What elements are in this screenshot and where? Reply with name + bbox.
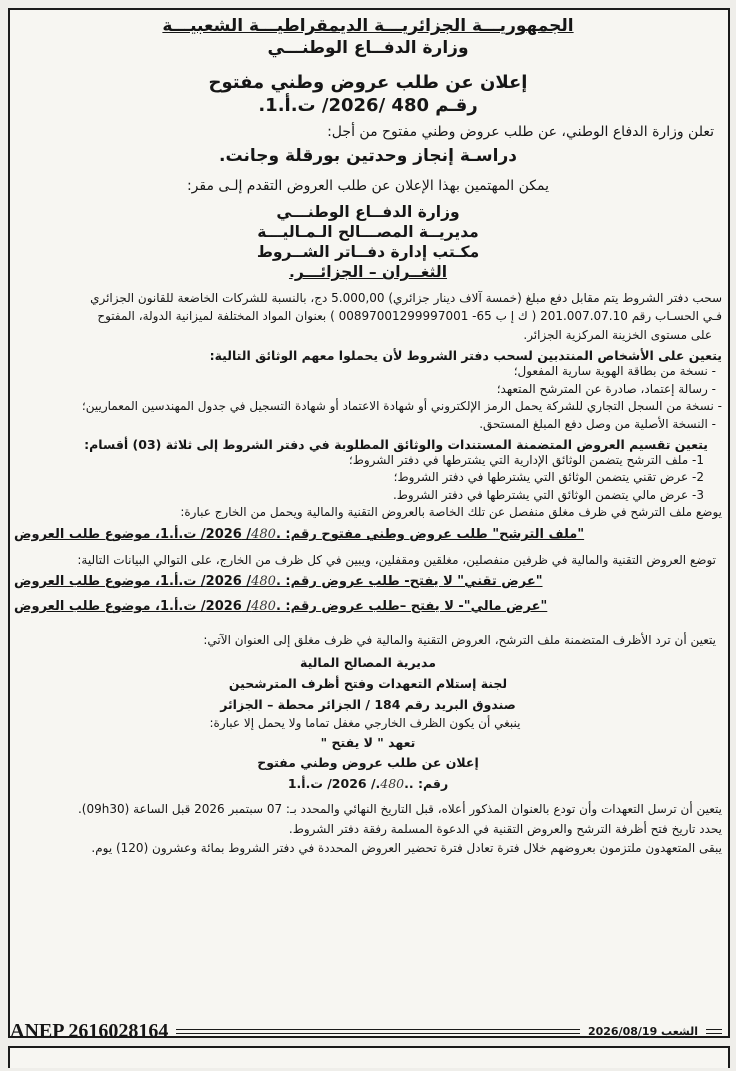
technical-label-text: "عرض تقني" لا يفتح- طلب عروض رقم: . xyxy=(275,573,543,589)
next-notice-frame xyxy=(8,1046,730,1068)
deadline-note: يتعين أن ترسل التعهدات وأن تودع بالعنوان المذكور أعلاه، قبل التاريخ النهائي والمحدد بـ: 07 سبتمبر 2026 قبل الساعة (09h30). xyxy=(77,802,722,817)
outer-envelope-text xyxy=(14,733,722,795)
withdrawal-address-line: وزارة الدفــاع الوطنـــي xyxy=(276,203,460,221)
candidacy-envelope-label xyxy=(14,527,692,542)
withdrawal-address xyxy=(14,202,722,283)
technical-label-end: / 2026/ ت.أ.1، موضوع طلب العروض xyxy=(14,573,252,589)
opening-note: يحدد تاريخ فتح أظرفة الترشح والعروض التقنية في الدعوة المسلمة رفقة دفتر الشروط. xyxy=(288,821,722,836)
documents-list xyxy=(14,363,722,433)
outer-number-prefix: رقم: .. xyxy=(404,775,449,791)
outer-envelope-number xyxy=(14,774,722,795)
republic-heading: الجمهوريـــة الجزائريـــة الديمقراطيـــة الشعبيـــة xyxy=(162,16,574,36)
submission-address-line: لجنة إستلام التعهدات وفتح أظرف المترشحين xyxy=(228,675,508,691)
announcement-title: إعلان عن طلب عروض وطني مفتوح xyxy=(208,72,528,93)
offers-list xyxy=(14,452,722,504)
submission-note: يتعين أن ترد الأظرف المتضمنة ملف الترشح، العروض التقنية والمالية في ظرف مغلق إلى العنوان الآتي: xyxy=(203,632,716,647)
footer-notes xyxy=(14,800,722,858)
announcement-lead: تعلن وزارة الدفاع الوطني، عن طلب عروض وطني مفتوح من أجل: xyxy=(327,124,714,140)
fee-line: على مستوى الخزينة المركزية الجزائر. xyxy=(523,327,712,342)
outer-number-suffix: ./ 2026/ ت.أ.1 xyxy=(287,775,381,791)
announcement-number: رقـم 480 /2026/ ت.أ.1. xyxy=(258,95,478,116)
financial-envelope-label xyxy=(14,599,692,614)
withdrawal-intro: يمكن المهتمين بهذا الإعلان عن طلب العروض التقدم إلـى مقر: xyxy=(186,178,550,194)
handwritten-number: 480 xyxy=(251,573,276,589)
offers-heading: يتعين تقسيم العروض المتضمنة المستندات والوثائق المطلوبة في دفتر الشروط إلى ثلاثة (03) أقسام: xyxy=(84,436,708,452)
handwritten-number: 480 xyxy=(251,527,276,543)
ministry-heading: وزارة الدفــاع الوطنـــي xyxy=(267,38,469,58)
withdrawal-address-line: مديريــة المصـــالح الـمـاليـــة xyxy=(257,223,479,242)
technical-envelope-label xyxy=(14,574,692,589)
list-item: - النسخة الأصلية من وصل دفع المبلغ المستحق. xyxy=(479,416,716,431)
tender-notice xyxy=(14,14,722,858)
signature-divider xyxy=(706,1029,722,1034)
list-item: - نسخة من السجل التجاري للشركة يحمل الرمز الإلكتروني أو شهادة الاعتماد أو شهادة التسجيل في جدول المهندسين المعماريين؛ xyxy=(81,399,722,414)
list-item: - رسالة إعتماد، صادرة عن المترشح المتعهد؛ xyxy=(496,381,716,396)
candidacy-note: يوضع ملف الترشح في ظرف مغلق منفصل عن تلك الخاصة بالعروض التقنية والمالية ويحمل من الخارج عبارة: xyxy=(180,505,722,520)
handwritten-number: 480 xyxy=(380,775,405,791)
anep-reference: ANEP 2616028164 xyxy=(10,1019,169,1042)
outer-envelope-line: تعهد " لا يفتح " xyxy=(320,734,416,750)
submission-address-line: مديرية المصالح المالية xyxy=(300,655,436,671)
withdrawal-address-line: مكـتب إدارة دفــاتر الشــروط xyxy=(256,243,480,262)
envelopes-note: توضع العروض التقنية والمالية في ظرفين منفصلين، مغلقين ومقفلين، ويبين في كل ظرف من الخارج، على التوالي البيانات التالية: xyxy=(77,553,716,568)
submission-address xyxy=(14,653,722,715)
candidacy-label-end: / 2026/ ت.أ.1، موضوع طلب العروض xyxy=(14,527,252,543)
tender-subject: دراسـة إنجاز وحدتين بورقلة وجانت. xyxy=(219,146,517,166)
candidacy-label-text: "ملف الترشح" طلب عروض وطني مفتوح رقم: . xyxy=(275,527,585,543)
outer-envelope-line: إعلان عن طلب عروض وطني مفتوح xyxy=(257,755,479,771)
publication-stamp: الشعب 2026/08/19 xyxy=(587,1024,698,1038)
signature-row xyxy=(10,1018,722,1044)
fee-line: سحب دفتر الشروط يتم مقابل دفع مبلغ (خمسة آلاف دينار جزائري) 5.000,00 دج، بالنسبة للشركات الخاضعة للقانون الجزائري xyxy=(90,290,722,305)
handwritten-number: 480 xyxy=(251,598,276,614)
list-item: - نسخة من بطاقة الهوية سارية المفعول؛ xyxy=(513,364,716,379)
withdrawal-address-line: الثغــران – الجزائـــر. xyxy=(288,263,448,282)
fee-line: فـي الحسـاب رقم 201.007.07.10 ( ك إ ب 65- 00897001299997001 ) بعنوان المواد المختلفة لميزانية الدولة، المفتوح xyxy=(97,309,722,324)
list-item: 1- ملف الترشح يتضمن الوثائق الإدارية التي يشترطها في دفتر الشروط؛ xyxy=(348,452,704,467)
financial-label-text: "عرض مالي"- لا يفتح –طلب عروض رقم: . xyxy=(275,598,548,614)
outer-envelope-note: ينبغي أن يكون الظرف الخارجي مغفل تماما ولا يحمل إلا عبارة: xyxy=(209,716,521,731)
signature-divider xyxy=(176,1029,580,1034)
submission-address-line: صندوق البريد رقم 184 / الجزائر محطة – الجزائر xyxy=(220,696,516,712)
fee-paragraph xyxy=(14,289,722,345)
list-item: 2- عرض تقني يتضمن الوثائق التي يشترطها في دفتر الشروط؛ xyxy=(393,470,704,485)
validity-note: يبقى المتعهدون ملتزمون بعروضهم خلال فترة تعادل فترة تحضير العروض المحددة في دفتر الشروط بمائة وعشرون (120) يوم. xyxy=(91,840,722,855)
documents-heading: يتعين على الأشخاص المنتدبين لسحب دفتر الشروط لأن يحملوا معهم الوثائق التالية: xyxy=(209,348,722,364)
list-item: 3- عرض مالي يتضمن الوثائق التي يشترطها في دفتر الشروط. xyxy=(392,487,704,502)
financial-label-end: / 2026/ ت.أ.1، موضوع طلب العروض xyxy=(14,598,252,614)
